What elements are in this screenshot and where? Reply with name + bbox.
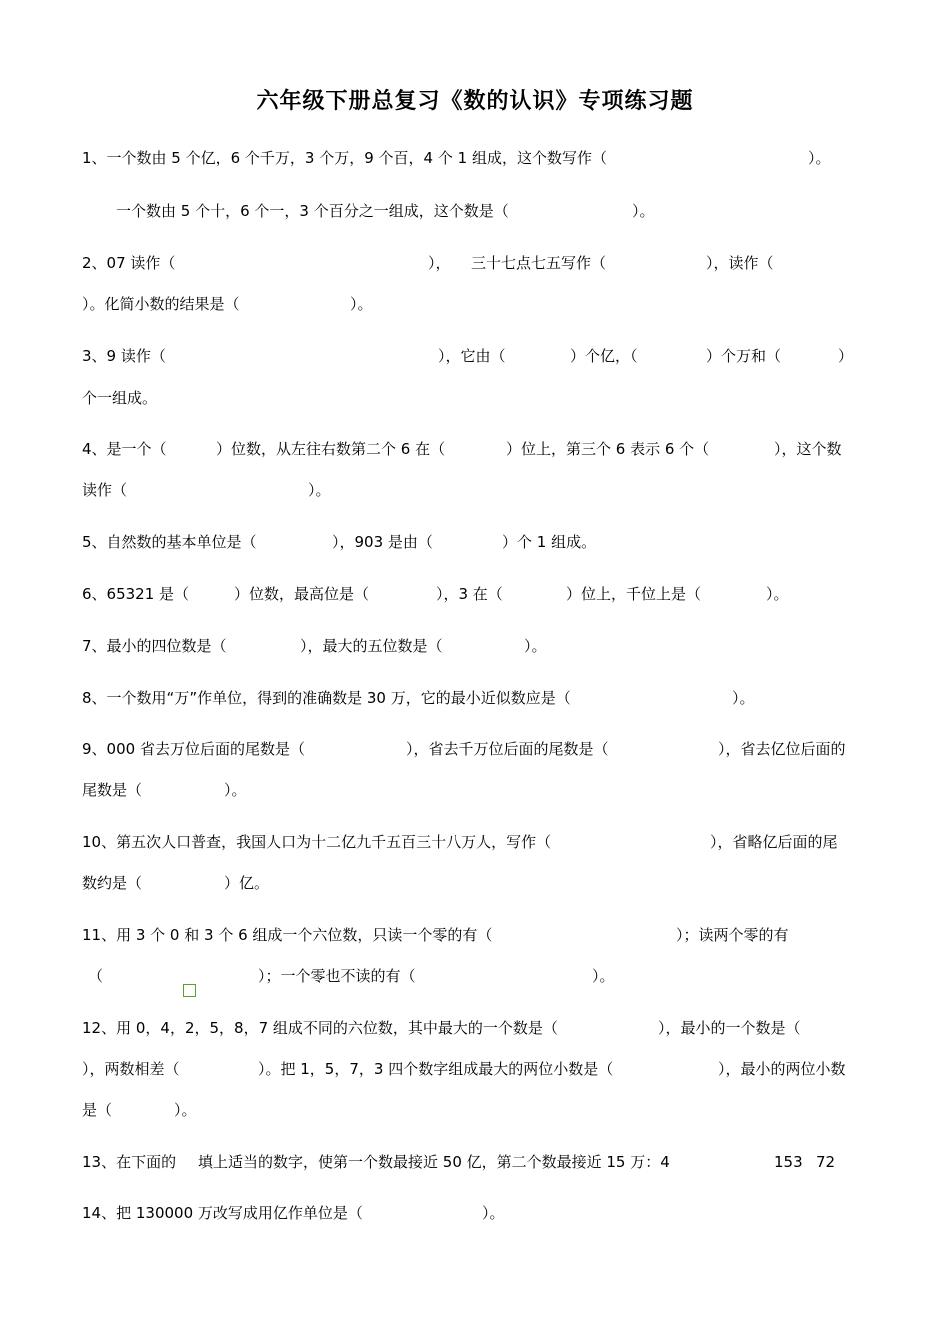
- question-text: ），最小的两位小数: [718, 1060, 846, 1078]
- question-text: ），省去千万位后面的尾数是（: [406, 740, 609, 758]
- question-text: ）。: [350, 295, 373, 313]
- question-text: ），读作（: [706, 254, 774, 272]
- question-text: ）个万和（: [706, 347, 782, 365]
- question-text: ），这个数: [774, 440, 842, 458]
- question-text: ）。把 1，5，7，3 四个数字组成最大的两位小数是（: [258, 1060, 614, 1078]
- question-text: ）: [838, 347, 854, 365]
- question-text: 10、第五次人口普查，我国人口为十二亿九千五百三十八万人，写作（: [82, 833, 552, 851]
- question-text: ）位上，千位上是（: [566, 585, 702, 603]
- question-text: ），省去亿位后面的: [718, 740, 846, 758]
- question-text: 4、是一个（: [82, 440, 167, 458]
- question-text: 14、把 130000 万改写成用亿作单位是（: [82, 1204, 363, 1222]
- question-text: ）。: [592, 967, 615, 985]
- question-text: ），: [428, 254, 451, 272]
- question-text: ），903 是由（: [332, 533, 433, 551]
- question-text: ）位数，从左往右数第二个 6 在（: [216, 440, 446, 458]
- question-text: 9、000 省去万位后面的尾数是（: [82, 740, 305, 758]
- question-text: 153: [774, 1153, 803, 1171]
- question-text: 13、在下面的: [82, 1153, 177, 1171]
- question-text: 2、07 读作（: [82, 254, 176, 272]
- question-text: 3、9 读作（: [82, 347, 166, 365]
- question-text: 5、自然数的基本单位是（: [82, 533, 257, 551]
- question-text: ）。: [808, 149, 831, 167]
- question-text: 个一组成。: [82, 389, 158, 407]
- question-text: ）。: [224, 781, 247, 799]
- question-text: ），最小的一个数是（: [658, 1019, 801, 1037]
- question-text: 12、用 0，4，2，5，8，7 组成不同的六位数，其中最大的一个数是（: [82, 1019, 558, 1037]
- question-text: ）位上，第三个 6 表示 6 个（: [506, 440, 710, 458]
- question-text: ）。: [766, 585, 789, 603]
- question-text: （: [88, 967, 104, 985]
- question-text: 是（: [82, 1101, 113, 1119]
- question-text: ）个亿，（: [570, 347, 638, 365]
- question-text: 8、一个数用“万”作单位，得到的准确数是 30 万，它的最小近似数应是（: [82, 689, 571, 707]
- question-text: 尾数是（: [82, 781, 143, 799]
- checkbox-square[interactable]: [183, 984, 196, 997]
- question-text: ）；一个零也不读的有（: [258, 967, 416, 985]
- question-text: 数约是（: [82, 874, 143, 892]
- question-text: ）。: [524, 637, 547, 655]
- page-title: 六年级下册总复习《数的认识》专项练习题: [256, 88, 694, 114]
- question-text: ），省略亿后面的尾: [710, 833, 838, 851]
- question-text: ）。: [732, 689, 755, 707]
- question-text: ），最大的五位数是（: [300, 637, 443, 655]
- question-text: 读作（: [82, 481, 128, 499]
- question-text: 三十七点七五写作（: [471, 254, 607, 272]
- question-text: ）；读两个零的有: [676, 926, 789, 944]
- question-text: ）。化简小数的结果是（: [82, 295, 240, 313]
- question-text: ）。: [632, 202, 655, 220]
- question-text: 一个数由 5 个十，6 个一，3 个百分之一组成，这个数是（: [116, 202, 509, 220]
- question-text: ）。: [308, 481, 331, 499]
- question-text: 填上适当的数字，使第一个数最接近 50 亿，第二个数最接近 15 万：4: [198, 1153, 670, 1171]
- question-text: ），3 在（: [436, 585, 503, 603]
- question-text: ），两数相差（: [82, 1060, 180, 1078]
- question-text: 72: [816, 1153, 836, 1171]
- question-text: 11、用 3 个 0 和 3 个 6 组成一个六位数，只读一个零的有（: [82, 926, 493, 944]
- question-text: 7、最小的四位数是（: [82, 637, 227, 655]
- question-text: ），它由（: [438, 347, 506, 365]
- question-text: 1、一个数由 5 个亿，6 个千万，3 个万，9 个百，4 个 1 组成，这个数写作（: [82, 149, 607, 167]
- question-text: ）位数，最高位是（: [234, 585, 370, 603]
- question-text: 6、65321 是（: [82, 585, 190, 603]
- question-text: ）个 1 组成。: [502, 533, 597, 551]
- question-text: ）。: [482, 1204, 505, 1222]
- question-text: ）亿。: [224, 874, 270, 892]
- question-text: ）。: [174, 1101, 197, 1119]
